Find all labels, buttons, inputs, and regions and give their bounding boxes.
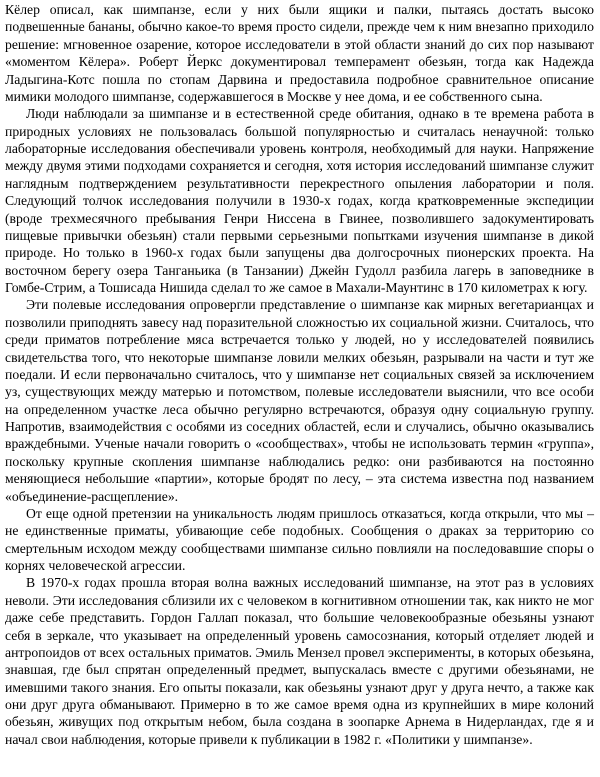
paragraph-4: От еще одной претензии на уникальность людям пришлось отказаться, когда открыли, что мы – не единственные приматы, убивающие себе подобных. Сообщения о драках за территорию со смертельным исходом между сообществами шимпанзе сильно повлияли на последовавшие споры о корнях человеческой агрессии. — [5, 505, 594, 573]
paragraph-3: Эти полевые исследования опровергли представление о шимпанзе как мирных вегетарианцах и позволили приподнять завесу над поразительной сложностью их социальной жизни. Считалось, что среди приматов потребление мяса встречается только у людей, но у исследователей появились свидетельства того, что некоторые шимпанзе ловили мелких обезьян, разрывали на части и тут же поедали. И если первоначально считалось, что у шимпанзе нет социальных связей за исключением уз, существующих между матерью и потомством, полевые исследователи выяснили, что все особи на определенном участке леса обычно регулярно встречаются, образуя одну социальную группу. Напротив, взаимодействия с особями из соседних областей, если и случались, обычно оказывались враждебными. Ученые начали говорить о «сообществах», чтобы не использовать термин «группа», поскольку крупные скопления шимпанзе наблюдались редко: они разбиваются на постоянно меняющиеся небольшие «партии», которые бродят по лесу, – эта система известна под названием «объединение-расщепление». — [5, 297, 594, 504]
paragraph-1: Кёлер описал, как шимпанзе, если у них были ящики и палки, пытаясь достать высоко подвешенные бананы, обычно какое-то время просто сидели, прежде чем к ним внезапно приходило решение: мгновенное озарение, которое исследователи в этой области знаний до сих пор называют «моментом Кёлера». Роберт Йеркс документировал темперамент обезьян, тогда как Надежда Ладыгина-Котс пошла по стопам Дарвина и предоставила подробное сравнительное описание мимики молодого шимпанзе, содержавшегося в Москве у нее дома, и ее собственного сына. — [5, 2, 594, 104]
paragraph-2: Люди наблюдали за шимпанзе и в естественной среде обитания, однако в те времена работа в природных условиях не пользовалась большой популярностью и считалась ненаучной: только лабораторные исследования обеспечивали уровень контроля, необходимый для науки. Напряжение между двумя этими подходами сохраняется и сегодня, хотя история исследований шимпанзе служит наглядным подтверждением результативности перекрестного опыления лаборатории и поля. Следующий толчок исследования получили в 1930-х годах, когда кратковременные экспедиции (вроде трехмесячного пребывания Генри Ниссена в Гвинее, позволившего задокументировать пищевые привычки обезьян) стали первыми серьезными попытками изучения шимпанзе в дикой природе. Но только в 1960-х годах были запущены два долгосрочных пионерских проекта. На восточном берегу озера Танганьика (в Танзании) Джейн Гудолл разбила лагерь в заповеднике в Гомбе-Стрим, а Тошисада Нишида сделал то же самое в Махали-Маунтинс в 170 километрах к югу. — [5, 106, 594, 295]
paragraph-5: В 1970-х годах прошла вторая волна важных исследований шимпанзе, на этот раз в условиях неволи. Эти исследования сблизили их с человеком в когнитивном отношении так, как никто не мог даже себе представить. Гордон Галлап показал, что большие человекообразные обезьяны узнают себя в зеркале, что указывает на определенный уровень самосознания, который отделяет людей и антропоидов от всех остальных приматов. Эмиль Мензел провел эксперименты, в которых обезьяна, знавшая, где был спрятан определенный предмет, выпускалась вместе с другими обезьянами, не имевшими такого знания. Его опыты показали, как обезьяны узнают друг у друга нечто, а также как они друг друга обманывают. Примерно в то же самое время одна из крупнейших в мире колоний обезьян, живущих под открытым небом, была создана в зоопарке Арнема в Нидерландах, где я и начал свои наблюдения, которые привели к публикации в 1982 г. «Политики у шимпанзе». — [5, 575, 594, 747]
